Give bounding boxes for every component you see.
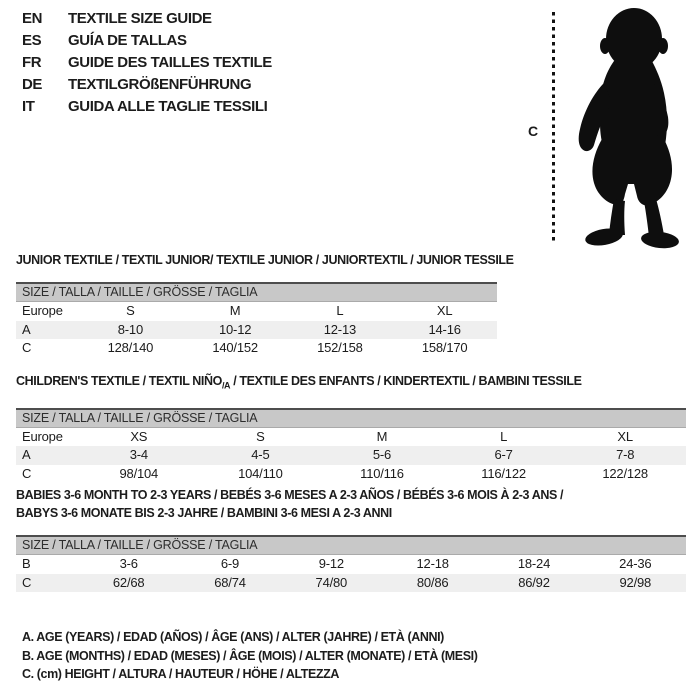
table-title-line: BABIES 3-6 MONTH TO 2-3 YEARS / BEBÉS 3-6 MESES A 2-3 AÑOS / BÉBÉS 3-6 MOIS À 2-3 ANS /: [16, 488, 564, 502]
table-cell: XL: [617, 428, 633, 444]
row-label: C: [22, 340, 32, 355]
row-label: C: [22, 574, 32, 590]
table-cell: 152/158: [317, 340, 363, 355]
table-cell: 140/152: [212, 340, 258, 355]
table-cell: 68/74: [214, 574, 246, 590]
language-label: GUIDA ALLE TAGLIE TESSILI: [68, 98, 268, 115]
language-label: TEXTILE SIZE GUIDE: [68, 10, 212, 27]
row-label: Europe: [22, 428, 63, 444]
table-row: [16, 555, 686, 574]
table-cell: 6-9: [220, 556, 240, 571]
table-cell: XL: [436, 303, 453, 318]
table-cell: 10-12: [219, 321, 252, 337]
table-row: [16, 428, 686, 447]
language-code: DE: [22, 76, 43, 93]
size-header-bar: SIZE / TALLA / TAILLE / GRÖSSE / TAGLIA: [16, 282, 497, 302]
table-row: [16, 339, 497, 358]
table-cell: L: [336, 303, 344, 318]
language-label: GUIDE DES TAILLES TEXTILE: [68, 54, 272, 71]
junior-textile-table: [16, 251, 514, 358]
table-cell: 6-7: [494, 447, 513, 462]
table-cell: M: [376, 428, 388, 444]
table-body: [16, 428, 686, 484]
legend-line: A. AGE (YEARS) / EDAD (AÑOS) / ÂGE (ANS) / ALTER (JAHRE) / ETÀ (ANNI): [22, 630, 444, 644]
row-label: C: [22, 465, 32, 481]
table-cell: 14-16: [428, 321, 461, 337]
table-cell: 7-8: [616, 447, 635, 462]
table-row: [16, 446, 686, 465]
row-label: B: [22, 556, 31, 571]
language-label: GUÍA DE TALLAS: [68, 32, 187, 49]
table-cell: 80/86: [416, 574, 449, 590]
table-row: [16, 302, 497, 321]
size-header-bar: SIZE / TALLA / TAILLE / GRÖSSE / TAGLIA: [16, 408, 686, 428]
language-row: [22, 8, 272, 30]
table-cell: S: [126, 303, 135, 318]
language-label: TEXTILGRÖßENFÜHRUNG: [68, 76, 252, 93]
table-body: [16, 555, 686, 592]
table-cell: 158/170: [421, 340, 468, 355]
table-cell: M: [229, 303, 241, 318]
table-cell: 12-13: [323, 321, 356, 337]
language-row: [22, 30, 272, 52]
table-cell: 122/128: [602, 465, 648, 481]
table-row: [16, 321, 497, 340]
table-title: [16, 372, 686, 395]
table-cell: 8-10: [117, 321, 143, 337]
language-row: [22, 96, 272, 118]
table-cell: 104/110: [238, 465, 283, 481]
size-header-bar: SIZE / TALLA / TAILLE / GRÖSSE / TAGLIA: [16, 535, 686, 555]
height-measure-dashed-line: [552, 12, 555, 242]
row-label: Europe: [22, 303, 63, 318]
table-cell: 24-36: [619, 556, 652, 571]
row-label: A: [22, 447, 31, 462]
toddler-silhouette-icon: [556, 3, 700, 249]
table-body: [16, 302, 497, 358]
table-row: [16, 574, 686, 593]
table-cell: 18-24: [517, 556, 551, 571]
table-title-line: BABYS 3-6 MONATE BIS 2-3 JAHRE / BAMBINI 3-6 MESI A 2-3 ANNI: [16, 506, 392, 520]
table-cell: 98/104: [119, 465, 159, 481]
table-cell: XS: [130, 428, 148, 444]
language-code: IT: [22, 98, 35, 115]
table-cell: 116/122: [481, 465, 526, 481]
table-cell: S: [256, 428, 265, 444]
legend-line: B. AGE (MONTHS) / EDAD (MESES) / ÂGE (MOIS) / ALTER (MONATE) / ETÀ (MESI): [22, 648, 478, 663]
table-cell: 12-18: [416, 556, 449, 571]
table-cell: 86/92: [518, 574, 550, 590]
table-cell: 128/140: [107, 340, 154, 355]
table-cell: 62/68: [112, 574, 145, 590]
table-title-line: JUNIOR TEXTILE / TEXTIL JUNIOR/ TEXTILE JUNIOR / JUNIORTEXTIL / JUNIOR TESSILE: [16, 253, 514, 267]
table-cell: 74/80: [315, 574, 348, 590]
row-label: A: [22, 321, 31, 337]
table-cell: 3-4: [129, 447, 148, 462]
table-cell: 110/116: [360, 465, 404, 481]
table-cell: 5-6: [372, 447, 392, 462]
language-row: [22, 52, 272, 74]
language-row: [22, 74, 272, 96]
table-cell: 3-6: [119, 556, 138, 571]
table-cell: 9-12: [318, 556, 344, 571]
table-cell: 4-5: [251, 447, 270, 462]
table-title: [16, 486, 686, 522]
table-title: [16, 251, 514, 269]
table-cell: L: [500, 428, 508, 444]
language-list: [22, 8, 272, 118]
language-code: EN: [22, 10, 43, 27]
childrens-textile-table: [16, 372, 686, 483]
language-code: FR: [22, 54, 42, 71]
height-measure-label: C: [528, 123, 539, 139]
measure-legend: [22, 628, 478, 684]
table-row: [16, 465, 686, 484]
babies-textile-table: [16, 486, 686, 592]
language-code: ES: [22, 32, 42, 49]
legend-line: C. (cm) HEIGHT / ALTURA / HAUTEUR / HÖHE / ALTEZZA: [22, 667, 340, 681]
table-cell: 92/98: [619, 574, 652, 590]
table-title-line: CHILDREN'S TEXTILE / TEXTIL $NIÑO_{/A}$ / TEXTILE DES ENFANTS / KINDERTEXTIL / BAMBINI TESSILE: [16, 374, 582, 391]
